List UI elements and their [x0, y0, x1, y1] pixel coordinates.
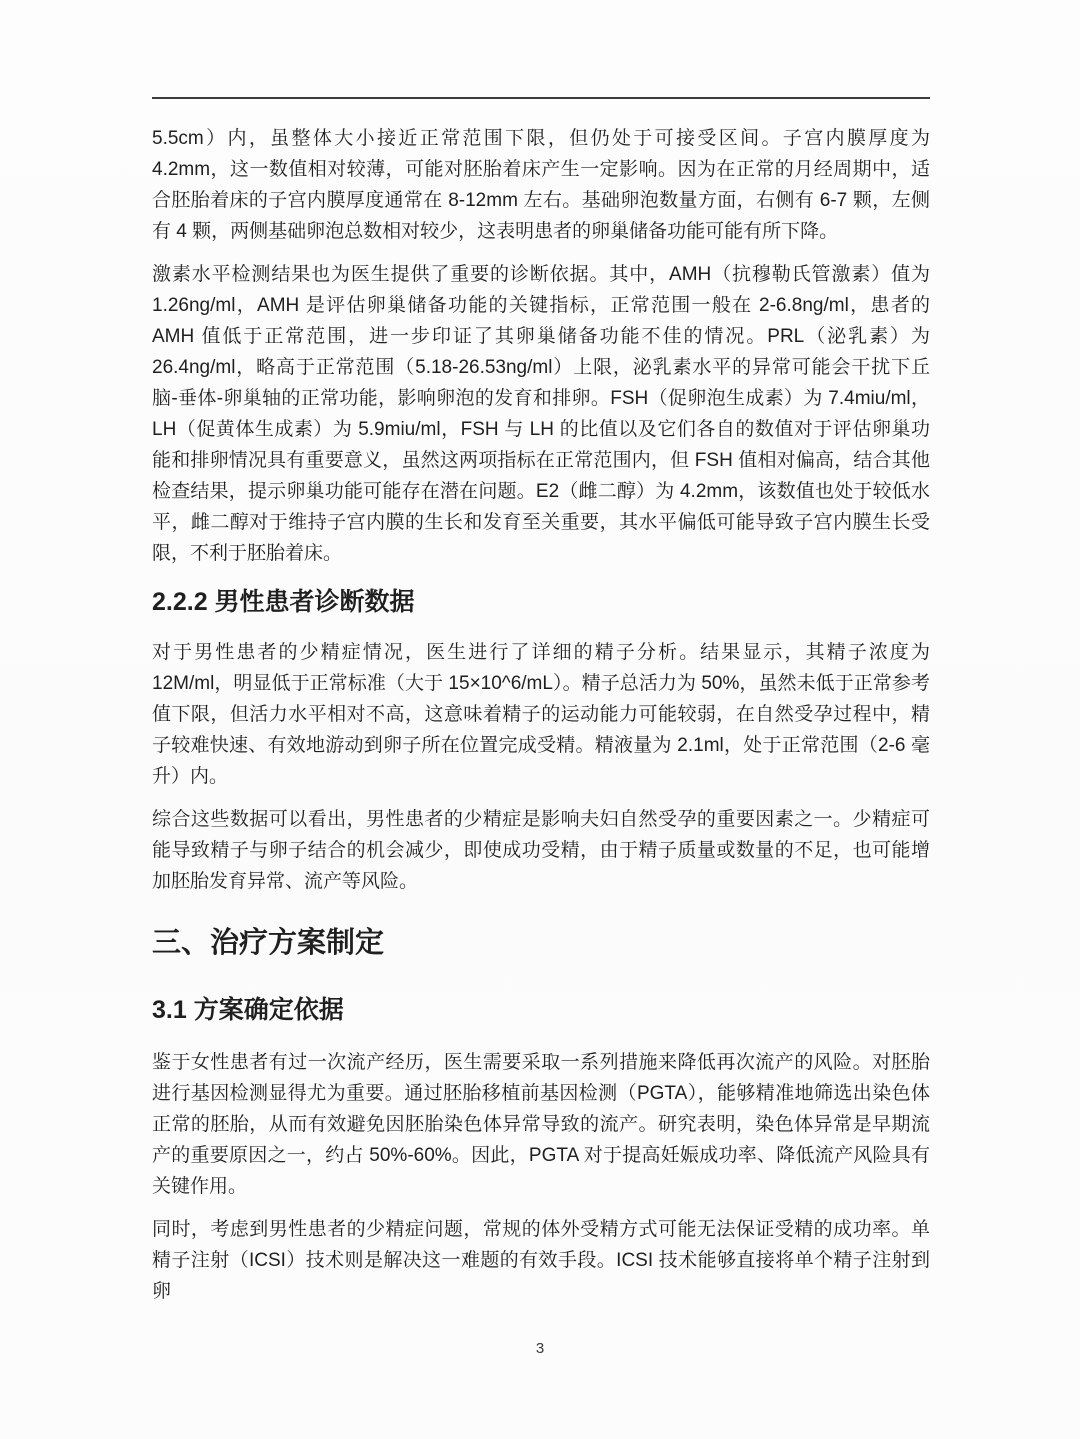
body-paragraph-sperm-analysis: 对于男性患者的少精症情况，医生进行了详细的精子分析。结果显示，其精子浓度为 12M/ml，明显低于正常标准（大于 15×10^6/mL）。精子总活力为 50%，虽然未低于正常参考值下限，但活力水平相对不高，这意味着精子的运动能力可能较弱，在自然受孕过程中，精子较难快速、有效地游动到卵子所在位置完成受精。精液量为 2.1ml，处于正常范围（2-6 毫升）内。 — [152, 642, 930, 787]
section-heading-2-2-2: 2.2.2 男性患者诊断数据 — [152, 588, 415, 616]
body-paragraph-pgta-rationale: 鉴于女性患者有过一次流产经历，医生需要采取一系列措施来降低再次流产的风险。对胚胎进行基因检测显得尤为重要。通过胚胎移植前基因检测（PGTA），能够精准地筛选出染色体正常的胚胎，从而有效避免因胚胎染色体异常导致的流产。研究表明，染色体异常是早期流产的重要原因之一，约占 50%-60%。因此，PGTA 对于提高妊娠成功率、降低流产风险具有关键作用。 — [152, 1052, 930, 1197]
body-paragraph-hormone-levels: 激素水平检测结果也为医生提供了重要的诊断依据。其中，AMH（抗穆勒氏管激素）值为 1.26ng/ml，AMH 是评估卵巢储备功能的关键指标，正常范围一般在 2-6.8ng/ml，患者的 AMH 值低于正常范围，进一步印证了其卵巢储备功能不佳的情况。PRL（泌乳素）为 26.4ng/ml，略高于正常范围（5.18-26.53ng/ml）上限，泌乳素水平的异常可能会干扰下丘脑-垂体-卵巢轴的正常功能，影响卵泡的发育和排卵。FSH（促卵泡生成素）为 7.4miu/ml，LH（促黄体生成素）为 5.9miu/ml，FSH 与 LH 的比值以及它们各自的数值对于评估卵巢功能和排卵情况具有重要意义，虽然这两项指标在正常范围内，但 FSH 值相对偏高，结合其他检查结果，提示卵巢功能可能存在潜在问题。E2（雌二醇）为 4.2mm，该数值也处于较低水平，雌二醇对于维持子宫内膜的生长和发育至关重要，其水平偏低可能导致子宫内膜生长受限，不利于胚胎着床。 — [152, 264, 930, 564]
body-paragraph-continuation: 5.5cm）内，虽整体大小接近正常范围下限，但仍处于可接受区间。子宫内膜厚度为 4.2mm，这一数值相对较薄，可能对胚胎着床产生一定影响。因为在正常的月经周期中，适合胚胎着床的子宫内膜厚度通常在 8-12mm 左右。基础卵泡数量方面，右侧有 6-7 颗，左侧有 4 颗，两侧基础卵泡总数相对较少，这表明患者的卵巢储备功能可能有所下降。 — [152, 128, 930, 242]
chapter-heading-treatment-plan: 三、治疗方案制定 — [152, 927, 385, 959]
page-number: 3 — [535, 1340, 545, 1357]
section-heading-3-1: 3.1 方案确定依据 — [152, 996, 344, 1024]
document-body — [152, 99, 930, 1319]
body-paragraph-oligospermia-summary: 综合这些数据可以看出，男性患者的少精症是影响夫妇自然受孕的重要因素之一。少精症可能导致精子与卵子结合的机会减少，即使成功受精，由于精子质量或数量的不足，也可能增加胚胎发育异常、流产等风险。 — [152, 809, 930, 892]
body-paragraph-icsi-rationale: 同时，考虑到男性患者的少精症问题，常规的体外受精方式可能无法保证受精的成功率。单精子注射（ICSI）技术则是解决这一难题的有效手段。ICSI 技术能够直接将单个精子注射到卵 — [152, 1219, 930, 1302]
